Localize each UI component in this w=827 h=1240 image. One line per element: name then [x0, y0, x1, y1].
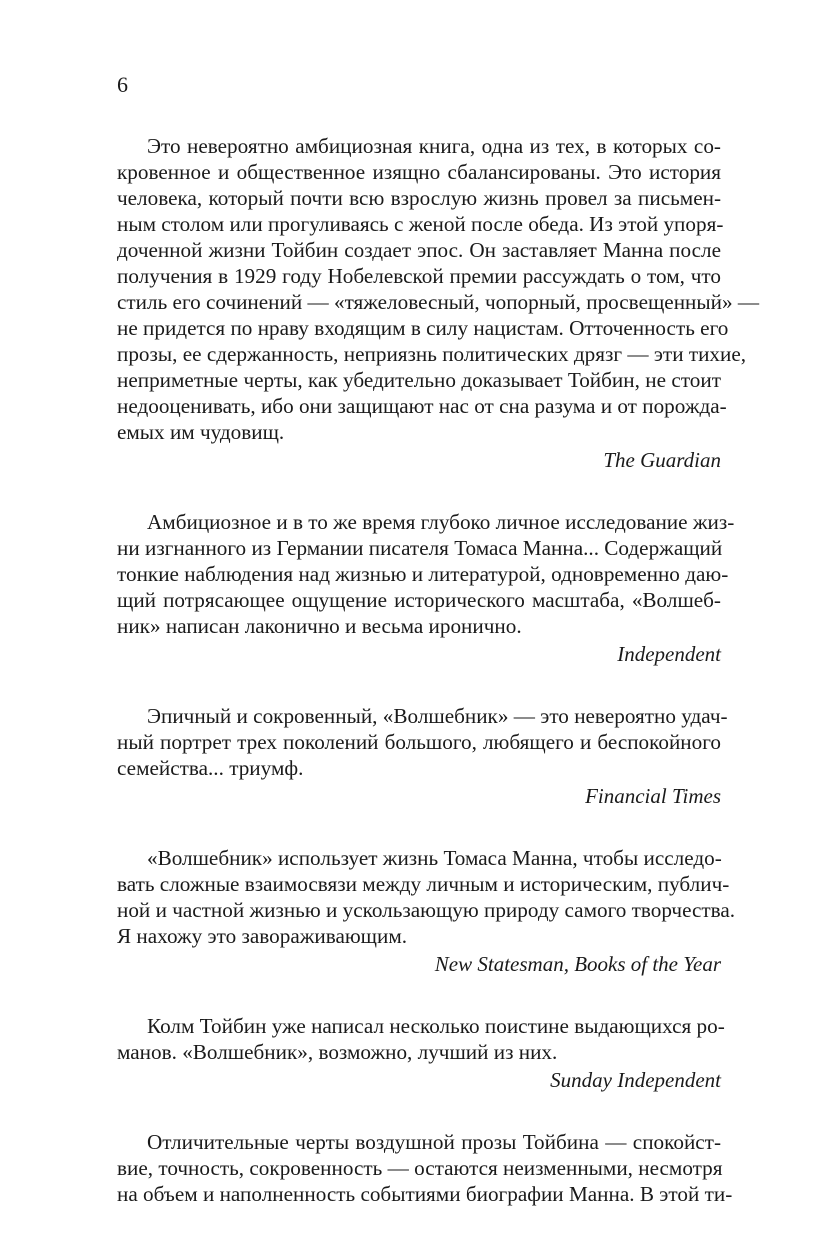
review-line: ник» написан лаконично и весьма иронично.: [117, 614, 522, 638]
review-line: Амбициозное и в то же время глубоко личное исследование жиз-: [147, 510, 735, 534]
review-line: тонкие наблюдения над жизнью и литературой, одновременно даю-: [117, 562, 729, 586]
page-number: 6: [117, 72, 128, 97]
review-line: стиль его сочинений — «тяжеловесный, чопорный, просвещенный» —: [117, 290, 760, 314]
review-line: Я нахожу это завораживающим.: [117, 924, 408, 948]
review-source: Independent: [617, 642, 721, 666]
review-source: New Statesman, Books of the Year: [434, 952, 721, 976]
review-line: ный портрет трех поколений большого, любящего и беспокойного: [117, 730, 721, 754]
review-source: Sunday Independent: [550, 1068, 721, 1092]
review-line: Это невероятно амбициозная книга, одна из тех, в которых со-: [147, 134, 721, 158]
review-line: вать сложные взаимосвязи между личным и историческим, публич-: [117, 872, 730, 896]
review-new-statesman: [117, 845, 736, 977]
review-source: Financial Times: [585, 784, 721, 808]
review-line: вие, точность, сокровенность — остаются неизменными, несмотря: [117, 1156, 723, 1180]
review-line: неприметные черты, как убедительно доказывает Тойбин, не стоит: [117, 368, 721, 392]
review-line: не придется по нраву входящим в силу нацистам. Отточенность его: [117, 316, 729, 340]
review-line: человека, который почти всю взрослую жизнь провел за письмен-: [117, 186, 721, 210]
review-line: емых им чудовищ.: [117, 420, 285, 444]
review-line: недооценивать, ибо они защищают нас от сна разума и от порожда-: [117, 394, 727, 418]
review-independent: [117, 509, 735, 667]
review-line: щий потрясающее ощущение исторического масштаба, «Волшеб-: [117, 588, 721, 612]
review-guardian: [117, 133, 760, 473]
review-line: доченной жизни Тойбин создает эпос. Он заставляет Манна после: [117, 238, 721, 262]
review-line: ным столом или прогуливаясь с женой после обеда. Из этой упоря-: [117, 212, 724, 236]
review-line: ной и частной жизнью и ускользающую природу самого творчества.: [117, 898, 736, 922]
review-line: семейства... триумф.: [117, 756, 304, 780]
review-line: кровенное и общественное изящно сбалансированы. Это история: [117, 160, 721, 184]
reviews-content: [117, 133, 760, 1207]
review-line: манов. «Волшебник», возможно, лучший из них.: [117, 1040, 558, 1064]
review-line: Эпичный и сокровенный, «Волшебник» — это невероятно удач-: [147, 704, 728, 728]
review-source: The Guardian: [603, 448, 721, 472]
review-line: на объем и наполненность событиями биографии Манна. В этой ти-: [117, 1182, 733, 1206]
review-line: Колм Тойбин уже написал несколько поистине выдающихся ро-: [147, 1014, 725, 1038]
review-line: «Волшебник» использует жизнь Томаса Манна, чтобы исследо-: [147, 846, 722, 870]
review-continued: [117, 1129, 733, 1207]
review-line: получения в 1929 году Нобелевской премии рассуждать о том, что: [117, 264, 721, 288]
review-line: Отличительные черты воздушной прозы Тойбина — спокойст-: [147, 1130, 721, 1154]
review-line: ни изгнанного из Германии писателя Томаса Манна... Содержащий: [117, 536, 723, 560]
review-line: прозы, ее сдержанность, неприязнь политических дрязг — эти тихие,: [117, 342, 747, 366]
review-sunday-independent: [117, 1013, 725, 1093]
review-financial-times: [117, 703, 728, 809]
